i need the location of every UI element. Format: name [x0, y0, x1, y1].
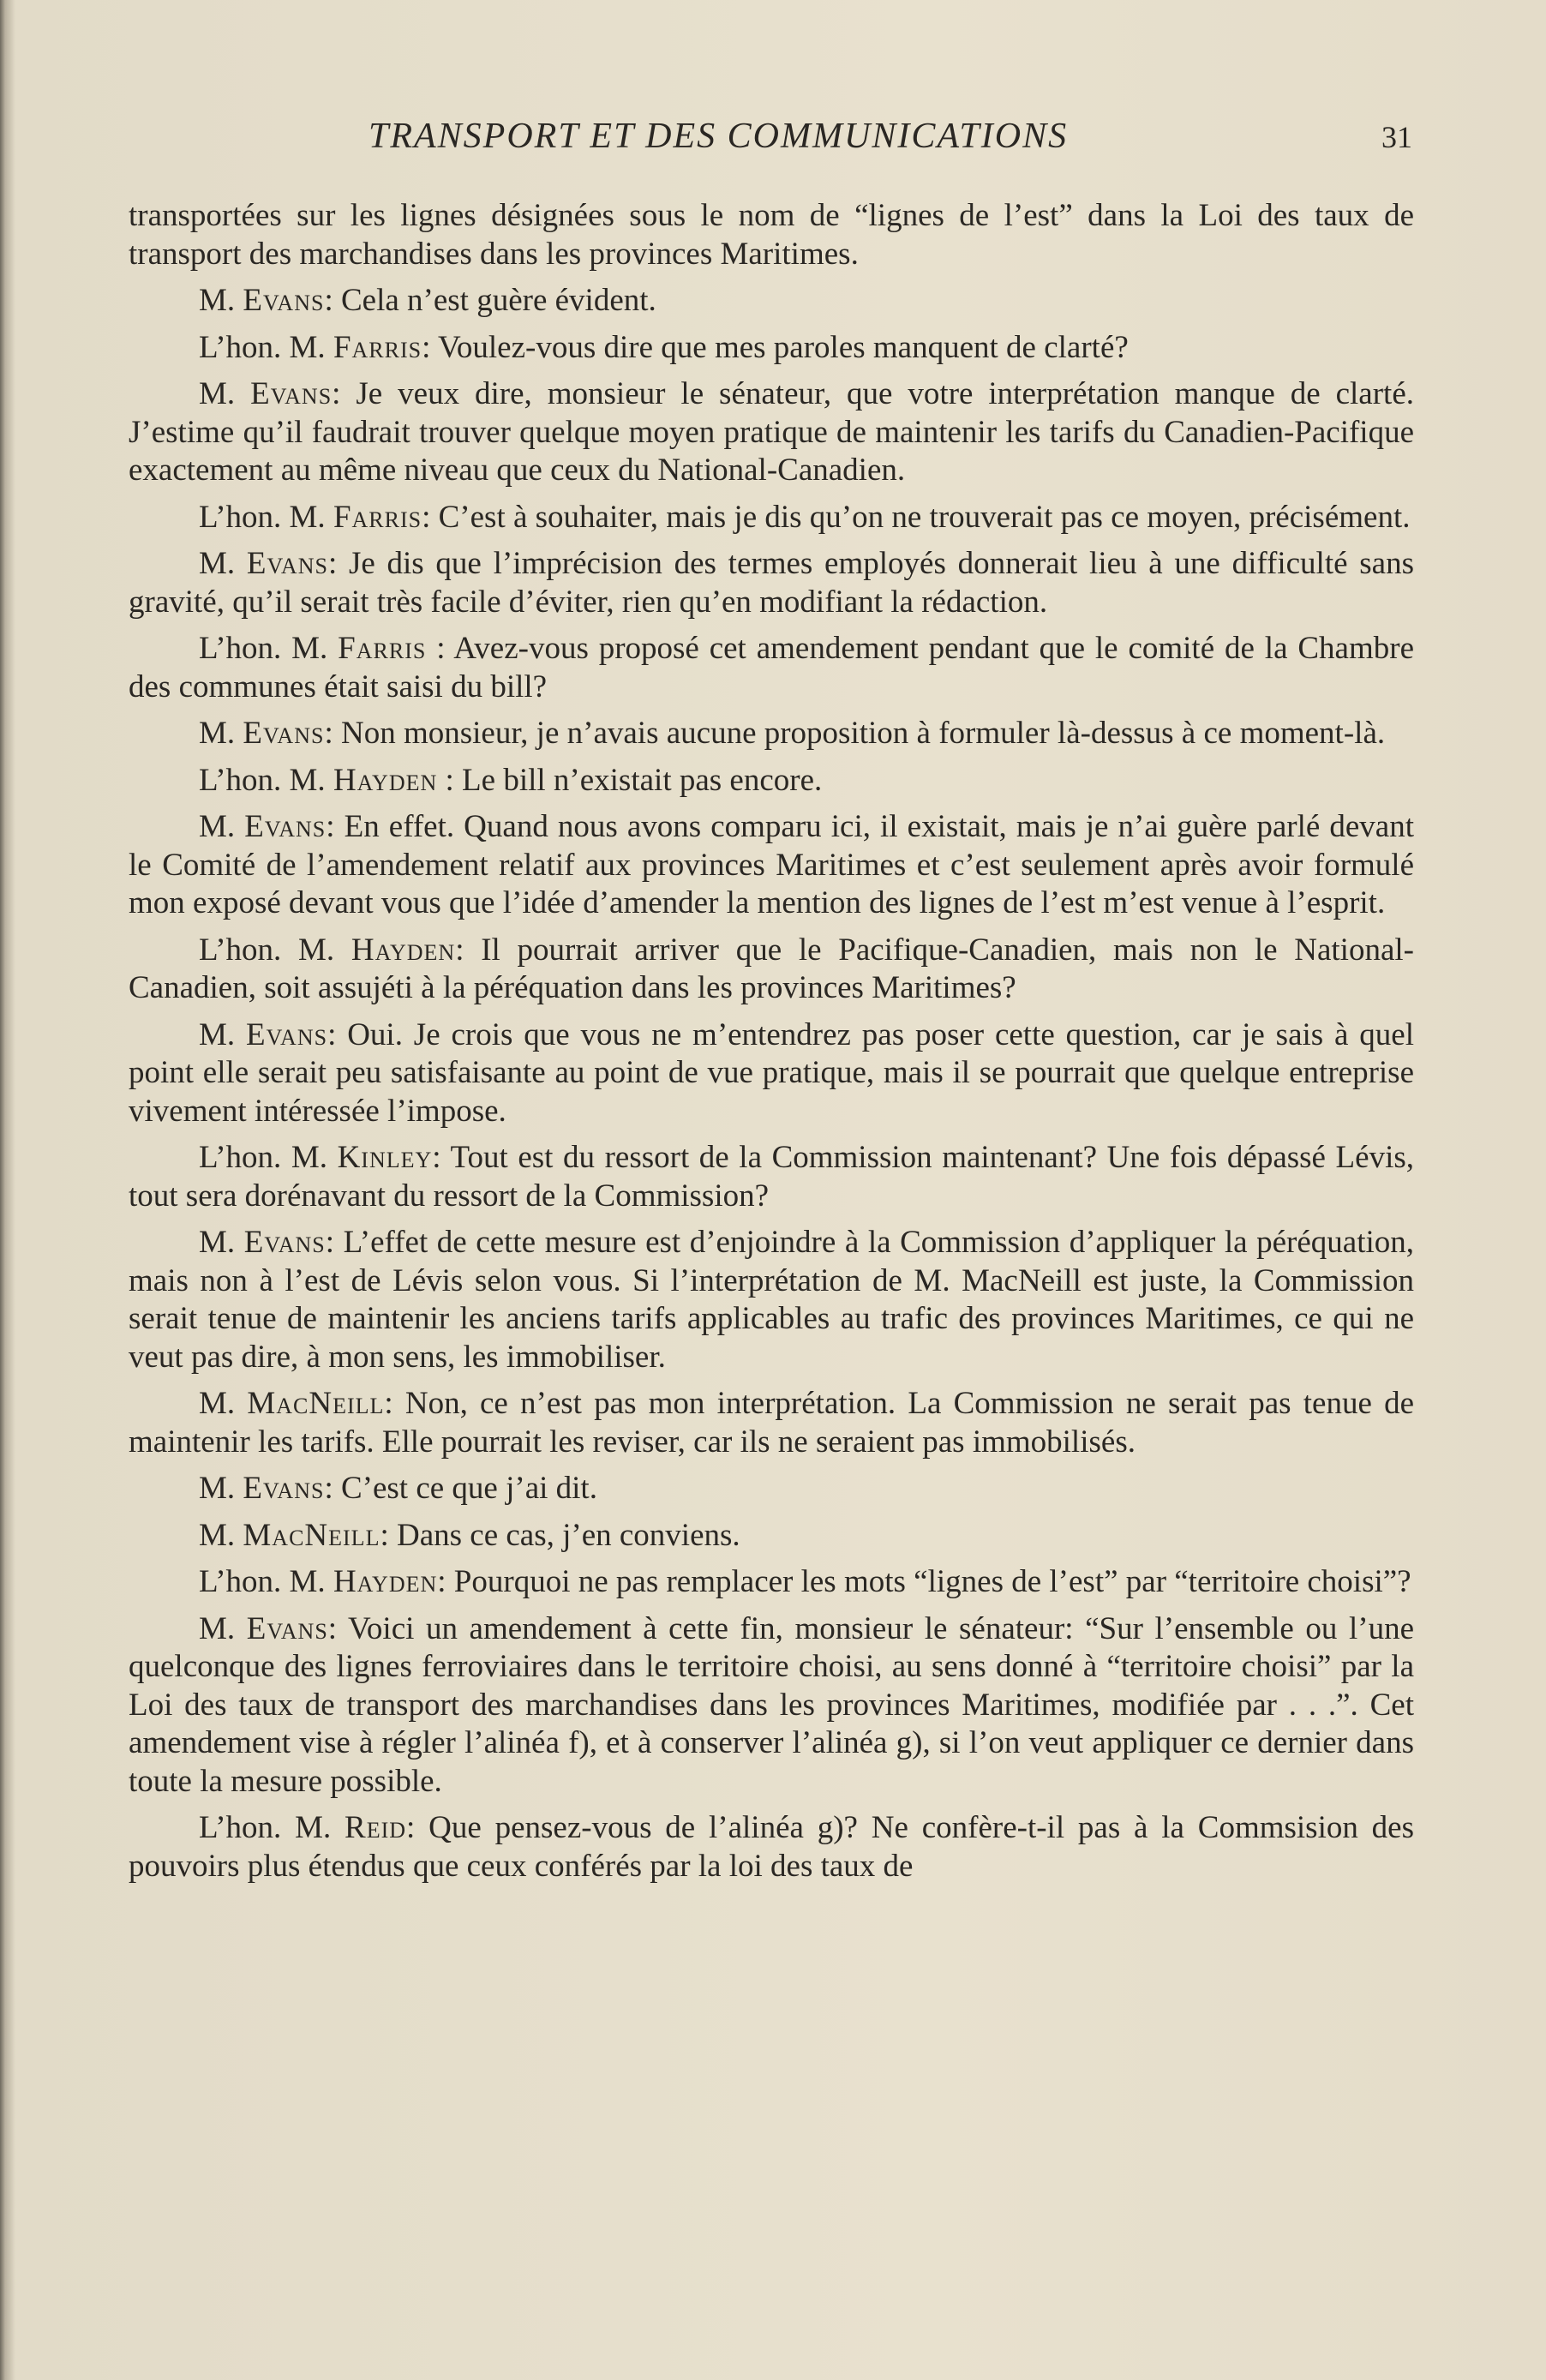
speaker-title: M. — [199, 809, 245, 844]
paragraph — [129, 197, 1414, 273]
speaker-title: M. — [199, 283, 243, 318]
paragraph — [129, 715, 1414, 753]
paragraph-text: : Non, ce n’est pas mon interprétation. La Commission ne serait pas tenue de maintenir les tarifs. Elle pourrait les reviser, car ils ne seraient pas immobilisés. — [129, 1386, 1414, 1460]
speaker-name: Evans — [246, 546, 328, 581]
paragraph-text: : C’est à souhaiter, mais je dis qu’on ne trouverait pas ce moyen, précisément. — [422, 499, 1411, 535]
paragraph — [129, 282, 1414, 321]
speaker-name: Hayden — [351, 932, 456, 968]
paragraph-text: : Je veux dire, monsieur le sénateur, que votre interprétation manque de clarté. J’estime qu’il faudrait trouver quelque moyen pratique de maintenir les tarifs du Canadien-Pacifique exactement au même niveau que ceux du National-Canadien. — [129, 376, 1415, 488]
speaker-name: Evans — [246, 1610, 328, 1646]
paragraph — [129, 1016, 1414, 1131]
speaker-title: M. — [199, 1610, 247, 1646]
paragraph — [129, 1139, 1414, 1215]
speaker-name: Evans — [250, 376, 333, 411]
speaker-title: L’hon. M. — [199, 1810, 345, 1845]
paragraph — [129, 1470, 1414, 1508]
paragraph — [129, 375, 1414, 490]
paragraph-text: : Voici un amendement à cette fin, monsieur le sénateur: “Sur l’ensemble ou l’une quelconque des lignes ferroviaires dans le territoire choisi, au sens donné à “territoire choisi” par la Loi des taux de transport des marchandises dans les provinces Maritimes, modifiée par . . .”. Cet amendement vise à régler l’alinéa f), et à conserver l’alinéa g), si l’on veut appliquer ce dernier dans toute la mesure possible. — [129, 1610, 1415, 1799]
speaker-name: MacNeill — [247, 1386, 385, 1421]
speaker-title: L’hon. M. — [199, 631, 339, 666]
paragraph-text: : C’est ce que j’ai dit. — [324, 1471, 597, 1506]
paragraph-text: : Tout est du ressort de la Commission maintenant? Une fois dépassé Lévis, tout sera dorénavant du ressort de la Commission? — [129, 1140, 1414, 1214]
speaker-name: Kinley — [337, 1140, 433, 1175]
speaker-name: Farris — [333, 329, 422, 365]
paragraph-text: transportées sur les lignes désignées sous le nom de “lignes de l’est” dans la Loi des taux de transport des marchandises dans les provinces Maritimes. — [129, 198, 1414, 272]
speaker-title: M. — [199, 1471, 243, 1506]
speaker-name: Farris — [338, 631, 427, 666]
paragraph — [129, 1224, 1414, 1376]
paragraph-text: : Pourquoi ne pas remplacer les mots “lignes de l’est” par “territoire choisi”? — [437, 1564, 1411, 1599]
speaker-title: M. — [199, 546, 247, 581]
speaker-name: Farris — [333, 499, 422, 535]
page-header — [129, 116, 1414, 167]
paragraph-text: : En effet. Quand nous avons comparu ici, il existait, mais je n’ai guère parlé devant le Comité de l’amendement relatif aux provinces Maritimes et c’est seulement après avoir formulé mon exposé devant vous que l’idée d’amender la mention des lignes de l’est m’est venue à l’esprit. — [129, 809, 1414, 920]
paragraph-text: : Oui. Je crois que vous ne m’entendrez pas poser cette question, car je sais à quel point elle serait peu satisfaisante au point de vue pratique, mais il se pourrait que quelque entreprise vivement intéressée l’impose. — [129, 1016, 1415, 1129]
paragraph — [129, 630, 1414, 706]
speaker-name: Evans — [243, 716, 325, 751]
speaker-title: L’hon. M. — [199, 1140, 338, 1175]
paragraph-text: : Le bill n’existait pas encore. — [437, 762, 823, 798]
paragraph-text: : Il pourrait arriver que le Pacifique-Canadien, mais non le National-Canadien, soit assujéti à la péréquation dans les provinces Maritimes? — [129, 932, 1414, 1005]
paragraph-text: : L’effet de cette mesure est d’enjoindre à la Commission d’appliquer la péréquation, mais non à l’est de Lévis selon vous. Si l’interprétation de M. MacNeill est juste, la Commission serait tenue de maintenir les anciens tarifs applicables au trafic des provinces Maritimes, ce qui ne veut pas dire, à mon sens, les immobiliser. — [129, 1225, 1414, 1375]
paragraph — [129, 499, 1414, 537]
paragraph — [129, 1809, 1414, 1885]
speaker-name: Evans — [243, 1225, 326, 1260]
paragraph-text: : Cela n’est guère évident. — [324, 283, 656, 318]
speaker-title: M. — [199, 716, 243, 751]
paragraph — [129, 762, 1414, 800]
speaker-title: L’hon. M. — [199, 329, 333, 365]
speaker-title: M. — [199, 1225, 244, 1260]
paragraph — [129, 1385, 1414, 1461]
speaker-name: Evans — [244, 809, 327, 844]
paragraph-text: : Voulez-vous dire que mes paroles manquent de clarté? — [422, 329, 1129, 365]
paragraph-text: : Je dis que l’imprécision des termes employés donnerait lieu à une difficulté sans gravité, qu’il serait très facile d’éviter, rien qu’en modifiant la rédaction. — [129, 546, 1414, 620]
speaker-title: M. — [199, 1517, 243, 1553]
speaker-title: L’hon. M. — [199, 762, 333, 798]
paragraph-text: : Dans ce cas, j’en conviens. — [380, 1517, 740, 1553]
speaker-title: L’hon. M. — [199, 932, 351, 968]
running-title: TRANSPORT ET DES COMMUNICATIONS — [369, 117, 1069, 156]
speaker-title: M. — [199, 1016, 247, 1052]
speaker-name: Hayden — [333, 762, 438, 798]
speaker-title: L’hon. M. — [199, 1564, 333, 1599]
paragraph-text: : Avez-vous proposé cet amendement pendant que le comité de la Chambre des communes était saisi du bill? — [129, 631, 1414, 704]
speaker-name: Hayden — [333, 1564, 438, 1599]
body-text — [129, 197, 1414, 1894]
paragraph-text: : Non monsieur, je n’avais aucune proposition à formuler là-dessus à ce moment-là. — [324, 716, 1386, 751]
speaker-name: Evans — [246, 1016, 328, 1052]
paragraph-text: : Que pensez-vous de l’alinéa g)? Ne confère-t-il pas à la Commsision des pouvoirs plus étendus que ceux conférés par la loi des taux de — [129, 1810, 1414, 1884]
paragraph — [129, 545, 1414, 621]
speaker-title: L’hon. M. — [199, 499, 333, 535]
paragraph — [129, 932, 1414, 1008]
speaker-name: Evans — [243, 1471, 325, 1506]
paragraph — [129, 329, 1414, 368]
speaker-name: Evans — [243, 283, 325, 318]
paragraph — [129, 808, 1414, 923]
speaker-name: Reid — [345, 1810, 407, 1845]
paragraph — [129, 1517, 1414, 1556]
speaker-title: M. — [199, 376, 251, 411]
speaker-name: MacNeill — [243, 1517, 381, 1553]
page-number: 31 — [1381, 120, 1412, 154]
paragraph — [129, 1563, 1414, 1602]
speaker-title: M. — [199, 1386, 248, 1421]
paragraph — [129, 1610, 1414, 1801]
